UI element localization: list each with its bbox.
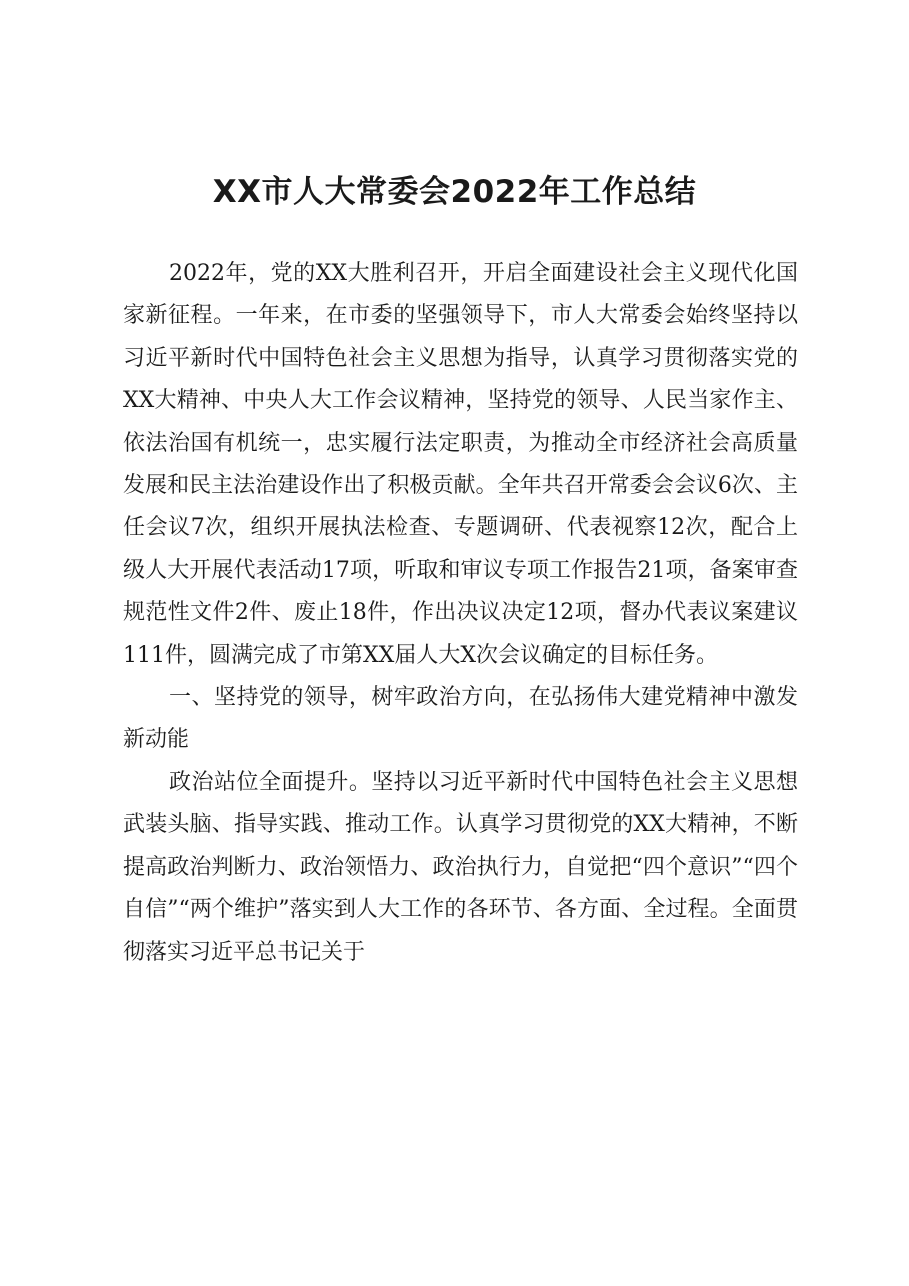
document-body — [123, 253, 798, 974]
paragraph-political-stance: 政治站位全面提升。坚持以习近平新时代中国特色社会主义思想武装头脑、指导实践、推动工作。认真学习贯彻党的XX大精神，不断提高政治判断力、政治领悟力、政治执行力，自觉把“四个意识”“四个自信”“两个维护”落实到人大工作的各环节、各方面、全过程。全面贯彻落实习近平总书记关于 — [123, 769, 798, 965]
paragraph-intro: 2022年，党的XX大胜利召开，开启全面建设社会主义现代化国家新征程。一年来，在市委的坚强领导下，市人大常委会始终坚持以习近平新时代中国特色社会主义思想为指导，认真学习贯彻落实党的XX大精神、中央人大工作会议精神，坚持党的领导、人民当家作主、依法治国有机统一，忠实履行法定职责，为推动全市经济社会高质量发展和民主法治建设作出了积极贡献。全年共召开常委会会议6次、主任会议7次，组织开展执法检查、专题调研、代表视察12次，配合上级人大开展代表活动17项，听取和审议专项工作报告21项，备案审查规范性文件2件、废止18件，作出决议决定12项，督办代表议案建议111件，圆满完成了市第XX届人大X次会议确定的目标任务。 — [123, 261, 798, 668]
document-title: XX市人大常委会2022年工作总结 — [212, 174, 697, 210]
section-heading-1: 一、坚持党的领导，树牢政治方向，在弘扬伟大建党精神中激发新动能 — [123, 685, 798, 753]
